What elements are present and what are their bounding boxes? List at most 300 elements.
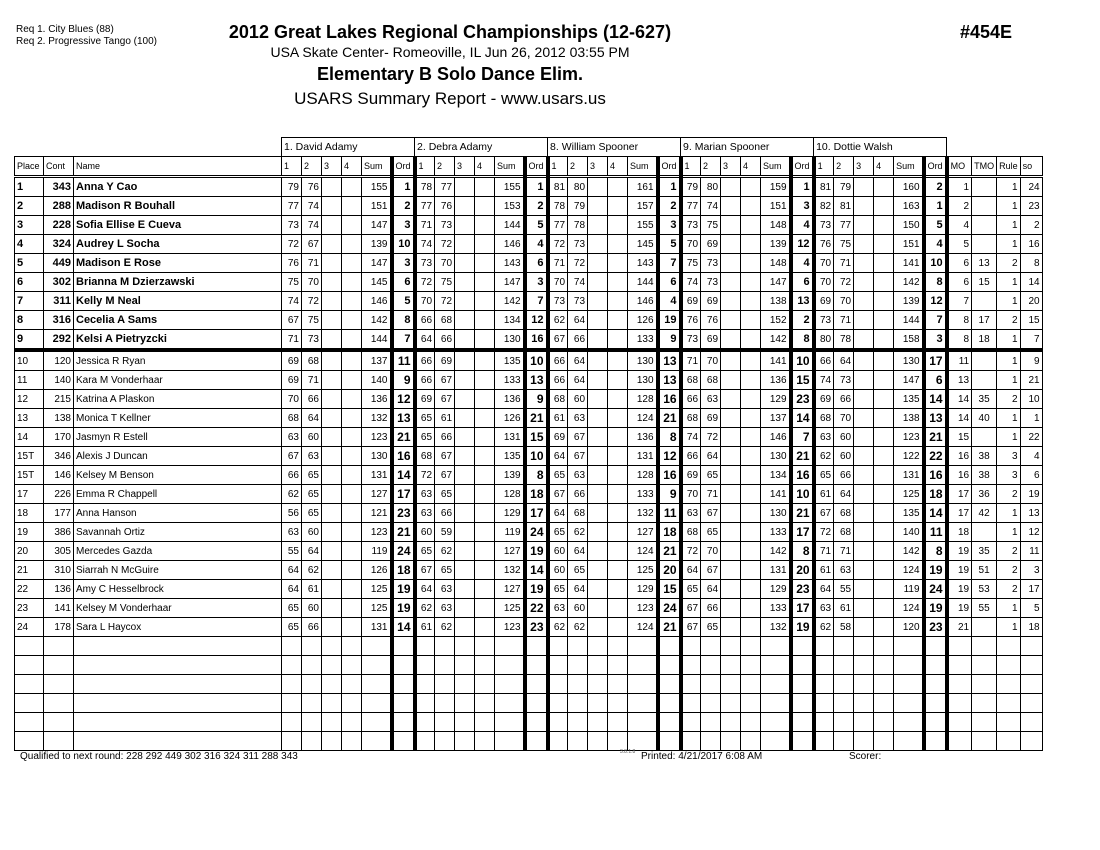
score-4: [475, 409, 495, 428]
place: 17: [15, 485, 44, 504]
requirement-1: Req 1. City Blues (88): [16, 24, 114, 35]
score-3: [721, 330, 741, 351]
score-2: 62: [302, 561, 322, 580]
score-3: [721, 561, 741, 580]
score-1: 62: [814, 618, 834, 637]
empty-cell: [282, 694, 302, 713]
score-sum: 135: [495, 350, 525, 371]
score-1: 69: [681, 466, 701, 485]
score-1: 66: [415, 350, 435, 371]
empty-cell: [44, 656, 74, 675]
score-1: 77: [548, 216, 568, 235]
score-3: [721, 580, 741, 599]
col-tmo: TMO: [972, 157, 997, 177]
empty-cell: [997, 694, 1021, 713]
majority-ordinal: 19: [947, 580, 972, 599]
score-sum: 145: [362, 273, 392, 292]
score-sum: 143: [628, 254, 658, 273]
score-2: 81: [834, 197, 854, 216]
score-sum: 123: [362, 428, 392, 447]
score-2: 64: [701, 580, 721, 599]
score-3: [721, 350, 741, 371]
score-sum: 148: [761, 254, 791, 273]
score-sum: 146: [761, 428, 791, 447]
ordinal: 13: [658, 350, 681, 371]
score-1: 70: [681, 235, 701, 254]
score-3: [322, 618, 342, 637]
score-4: [874, 216, 894, 235]
ordinal: 16: [658, 466, 681, 485]
ordinal: 8: [924, 542, 947, 561]
score-2: 68: [701, 371, 721, 390]
skate-order: 16: [1020, 235, 1042, 254]
ordinal: 18: [658, 523, 681, 542]
competitor-number: 292: [44, 330, 74, 351]
empty-cell: [741, 637, 761, 656]
skate-order: 6: [1020, 466, 1042, 485]
empty-cell: [1020, 732, 1042, 751]
score-4: [874, 330, 894, 351]
score-sum: 142: [362, 311, 392, 330]
ordinal: 7: [525, 292, 548, 311]
empty-cell: [362, 713, 392, 732]
empty-cell: [701, 732, 721, 751]
empty-cell: [874, 637, 894, 656]
score-sum: 136: [495, 390, 525, 409]
empty-cell: [814, 637, 834, 656]
score-4: [874, 311, 894, 330]
competitor-number: 346: [44, 447, 74, 466]
empty-cell: [525, 732, 548, 751]
score-1: 73: [814, 216, 834, 235]
score-3: [588, 292, 608, 311]
competitor-number: 226: [44, 485, 74, 504]
ordinal: 15: [658, 580, 681, 599]
score-sum: 140: [894, 523, 924, 542]
total-majority-ordinal: [972, 177, 997, 197]
place: 11: [15, 371, 44, 390]
score-sum: 136: [628, 428, 658, 447]
score-2: 67: [701, 561, 721, 580]
score-1: 74: [681, 428, 701, 447]
score-3: [721, 409, 741, 428]
col-sum: Sum: [761, 157, 791, 177]
score-4: [741, 197, 761, 216]
place: 23: [15, 599, 44, 618]
score-sum: 160: [894, 177, 924, 197]
empty-cell: [525, 637, 548, 656]
place: 5: [15, 254, 44, 273]
place: 21: [15, 561, 44, 580]
judge-name: 9. Marian Spooner: [681, 138, 814, 157]
empty-cell: [342, 656, 362, 675]
score-1: 71: [814, 542, 834, 561]
score-4: [342, 580, 362, 599]
score-1: 68: [681, 523, 701, 542]
score-4: [741, 273, 761, 292]
total-majority-ordinal: 55: [972, 599, 997, 618]
score-sum: 146: [495, 235, 525, 254]
empty-cell: [972, 732, 997, 751]
score-2: 67: [435, 371, 455, 390]
skate-order: 15: [1020, 311, 1042, 330]
score-1: 71: [548, 254, 568, 273]
score-4: [342, 485, 362, 504]
score-2: 64: [568, 371, 588, 390]
ordinal: 9: [658, 485, 681, 504]
ordinal: 1: [525, 177, 548, 197]
score-3: [588, 330, 608, 351]
score-sum: 146: [628, 292, 658, 311]
score-4: [874, 523, 894, 542]
place: 6: [15, 273, 44, 292]
ordinal: 2: [924, 177, 947, 197]
score-3: [588, 216, 608, 235]
score-4: [741, 371, 761, 390]
score-2: 75: [302, 311, 322, 330]
ordinal: 19: [791, 618, 814, 637]
empty-cell: [362, 656, 392, 675]
empty-row: [15, 713, 1043, 732]
score-1: 66: [681, 447, 701, 466]
empty-cell: [392, 656, 415, 675]
ordinal: 6: [525, 254, 548, 273]
ordinal: 12: [658, 447, 681, 466]
empty-cell: [854, 732, 874, 751]
empty-cell: [415, 675, 435, 694]
empty-cell: [834, 675, 854, 694]
score-1: 74: [282, 292, 302, 311]
score-4: [608, 311, 628, 330]
score-3: [721, 599, 741, 618]
col-mo: MO: [947, 157, 972, 177]
empty-cell: [924, 732, 947, 751]
score-1: 72: [415, 273, 435, 292]
empty-cell: [475, 713, 495, 732]
col-s1: 1: [814, 157, 834, 177]
empty-cell: [435, 732, 455, 751]
score-3: [588, 177, 608, 197]
skate-order: 11: [1020, 542, 1042, 561]
score-sum: 125: [628, 561, 658, 580]
empty-cell: [894, 675, 924, 694]
empty-cell: [342, 694, 362, 713]
score-sum: 141: [761, 350, 791, 371]
score-1: 68: [814, 409, 834, 428]
score-3: [721, 466, 741, 485]
score-3: [322, 177, 342, 197]
empty-cell: [972, 713, 997, 732]
score-sum: 130: [362, 447, 392, 466]
empty-cell: [814, 732, 834, 751]
empty-cell: [322, 637, 342, 656]
score-2: 72: [568, 254, 588, 273]
col-s3: 3: [721, 157, 741, 177]
empty-cell: [997, 637, 1021, 656]
score-sum: 147: [894, 371, 924, 390]
score-sum: 135: [894, 504, 924, 523]
score-2: 74: [568, 273, 588, 292]
score-2: 78: [834, 330, 854, 351]
score-1: 74: [681, 273, 701, 292]
empty-cell: [415, 694, 435, 713]
score-sum: 124: [894, 561, 924, 580]
ordinal: 10: [525, 447, 548, 466]
score-2: 68: [435, 311, 455, 330]
empty-cell: [761, 694, 791, 713]
score-4: [475, 216, 495, 235]
score-1: 70: [282, 390, 302, 409]
score-sum: 129: [495, 504, 525, 523]
empty-cell: [475, 732, 495, 751]
score-sum: 124: [628, 618, 658, 637]
empty-cell: [874, 713, 894, 732]
score-1: 70: [415, 292, 435, 311]
empty-cell: [741, 656, 761, 675]
place: 3: [15, 216, 44, 235]
score-sum: 152: [761, 311, 791, 330]
score-sum: 134: [495, 311, 525, 330]
empty-cell: [628, 732, 658, 751]
place: 2: [15, 197, 44, 216]
place: 19: [15, 523, 44, 542]
score-sum: 142: [761, 542, 791, 561]
score-sum: 155: [362, 177, 392, 197]
score-2: 67: [435, 466, 455, 485]
ordinal: 14: [392, 618, 415, 637]
score-3: [588, 428, 608, 447]
place: 22: [15, 580, 44, 599]
score-2: 65: [701, 523, 721, 542]
empty-cell: [15, 713, 44, 732]
majority-ordinal: 19: [947, 561, 972, 580]
score-3: [854, 561, 874, 580]
majority-ordinal: 18: [947, 523, 972, 542]
table-row: [15, 599, 1043, 618]
score-4: [608, 504, 628, 523]
table-row: [15, 504, 1043, 523]
judge-header-row: [15, 138, 1043, 157]
score-3: [322, 197, 342, 216]
empty-cell: [525, 694, 548, 713]
competitor-number: 141: [44, 599, 74, 618]
total-majority-ordinal: 38: [972, 447, 997, 466]
score-4: [608, 197, 628, 216]
score-sum: 127: [362, 485, 392, 504]
score-3: [455, 273, 475, 292]
competitor-name: Madison R Bouhall: [74, 197, 282, 216]
col-cont: Cont: [44, 157, 74, 177]
score-1: 76: [282, 254, 302, 273]
score-1: 64: [548, 504, 568, 523]
empty-cell: [894, 694, 924, 713]
score-sum: 139: [495, 466, 525, 485]
score-1: 63: [415, 485, 435, 504]
score-4: [342, 216, 362, 235]
score-1: 78: [548, 197, 568, 216]
score-4: [342, 542, 362, 561]
ordinal: 6: [791, 273, 814, 292]
score-sum: 123: [362, 523, 392, 542]
ordinal: 14: [791, 409, 814, 428]
empty-cell: [588, 694, 608, 713]
score-sum: 141: [761, 485, 791, 504]
majority-ordinal: 14: [947, 390, 972, 409]
competitor-name: Emma R Chappell: [74, 485, 282, 504]
score-3: [322, 371, 342, 390]
empty-cell: [854, 713, 874, 732]
score-4: [874, 561, 894, 580]
ordinal: 23: [924, 618, 947, 637]
score-3: [854, 311, 874, 330]
score-1: 74: [415, 235, 435, 254]
competitor-number: 288: [44, 197, 74, 216]
empty-cell: [475, 656, 495, 675]
empty-cell: [44, 694, 74, 713]
score-3: [854, 409, 874, 428]
empty-cell: [721, 713, 741, 732]
score-2: 78: [568, 216, 588, 235]
score-4: [608, 273, 628, 292]
score-sum: 133: [628, 330, 658, 351]
score-4: [608, 216, 628, 235]
empty-cell: [435, 637, 455, 656]
score-1: 77: [282, 197, 302, 216]
rule: 1: [997, 504, 1021, 523]
total-majority-ordinal: 35: [972, 390, 997, 409]
ordinal: 7: [392, 330, 415, 351]
score-4: [874, 292, 894, 311]
score-3: [322, 273, 342, 292]
col-s3: 3: [854, 157, 874, 177]
score-4: [874, 428, 894, 447]
table-row: [15, 580, 1043, 599]
ordinal: 11: [658, 504, 681, 523]
score-1: 69: [282, 371, 302, 390]
score-1: 67: [681, 618, 701, 637]
competition-title: 2012 Great Lakes Regional Championships (12-627): [228, 22, 672, 42]
score-3: [455, 599, 475, 618]
score-3: [322, 599, 342, 618]
score-1: 72: [814, 523, 834, 542]
col-ord: Ord: [924, 157, 947, 177]
empty-cell: [588, 637, 608, 656]
score-3: [322, 292, 342, 311]
ordinal: 14: [924, 390, 947, 409]
score-3: [588, 618, 608, 637]
score-sum: 131: [362, 466, 392, 485]
score-1: 55: [282, 542, 302, 561]
blank-cell: [15, 138, 282, 157]
table-row: [15, 216, 1043, 235]
ordinal: 12: [392, 390, 415, 409]
score-1: 65: [548, 580, 568, 599]
score-1: 62: [548, 311, 568, 330]
score-2: 63: [701, 390, 721, 409]
score-3: [854, 350, 874, 371]
score-4: [741, 599, 761, 618]
score-3: [455, 311, 475, 330]
score-1: 77: [415, 197, 435, 216]
score-2: 76: [302, 177, 322, 197]
ordinal: 19: [658, 311, 681, 330]
empty-cell: [302, 694, 322, 713]
score-sum: 124: [894, 599, 924, 618]
score-2: 60: [302, 523, 322, 542]
score-4: [741, 177, 761, 197]
empty-cell: [548, 694, 568, 713]
empty-cell: [568, 656, 588, 675]
competitor-number: 146: [44, 466, 74, 485]
score-1: 63: [282, 428, 302, 447]
score-3: [721, 371, 741, 390]
empty-cell: [588, 732, 608, 751]
ordinal: 8: [791, 542, 814, 561]
empty-cell: [74, 637, 282, 656]
empty-cell: [44, 675, 74, 694]
score-sum: 134: [761, 466, 791, 485]
score-3: [455, 447, 475, 466]
score-2: 69: [435, 350, 455, 371]
empty-cell: [658, 656, 681, 675]
empty-cell: [947, 694, 972, 713]
empty-cell: [924, 713, 947, 732]
place: 24: [15, 618, 44, 637]
score-sum: 142: [495, 292, 525, 311]
skate-order: 8: [1020, 254, 1042, 273]
score-3: [322, 350, 342, 371]
empty-cell: [362, 637, 392, 656]
competitor-name: Siarrah N McGuire: [74, 561, 282, 580]
score-2: 72: [701, 428, 721, 447]
empty-cell: [761, 656, 791, 675]
score-3: [455, 216, 475, 235]
score-2: 75: [701, 216, 721, 235]
score-4: [608, 599, 628, 618]
empty-row: [15, 656, 1043, 675]
blank-cell: [947, 138, 1043, 157]
score-1: 66: [548, 371, 568, 390]
score-4: [741, 542, 761, 561]
score-4: [475, 580, 495, 599]
empty-cell: [415, 637, 435, 656]
empty-cell: [495, 637, 525, 656]
ordinal: 2: [525, 197, 548, 216]
ordinal: 5: [658, 235, 681, 254]
score-1: 71: [681, 350, 701, 371]
ordinal: 5: [924, 216, 947, 235]
ordinal: 14: [924, 504, 947, 523]
score-1: 61: [415, 618, 435, 637]
ordinal: 21: [658, 618, 681, 637]
score-sum: 157: [628, 197, 658, 216]
score-sum: 155: [495, 177, 525, 197]
empty-cell: [455, 694, 475, 713]
score-1: 77: [681, 197, 701, 216]
rule: 1: [997, 618, 1021, 637]
total-majority-ordinal: 38: [972, 466, 997, 485]
empty-cell: [415, 732, 435, 751]
col-s1: 1: [681, 157, 701, 177]
score-2: 67: [435, 390, 455, 409]
score-2: 73: [435, 216, 455, 235]
ordinal: 10: [525, 350, 548, 371]
empty-cell: [1020, 675, 1042, 694]
score-1: 64: [415, 330, 435, 351]
empty-cell: [475, 675, 495, 694]
table-row: [15, 542, 1043, 561]
score-3: [854, 580, 874, 599]
